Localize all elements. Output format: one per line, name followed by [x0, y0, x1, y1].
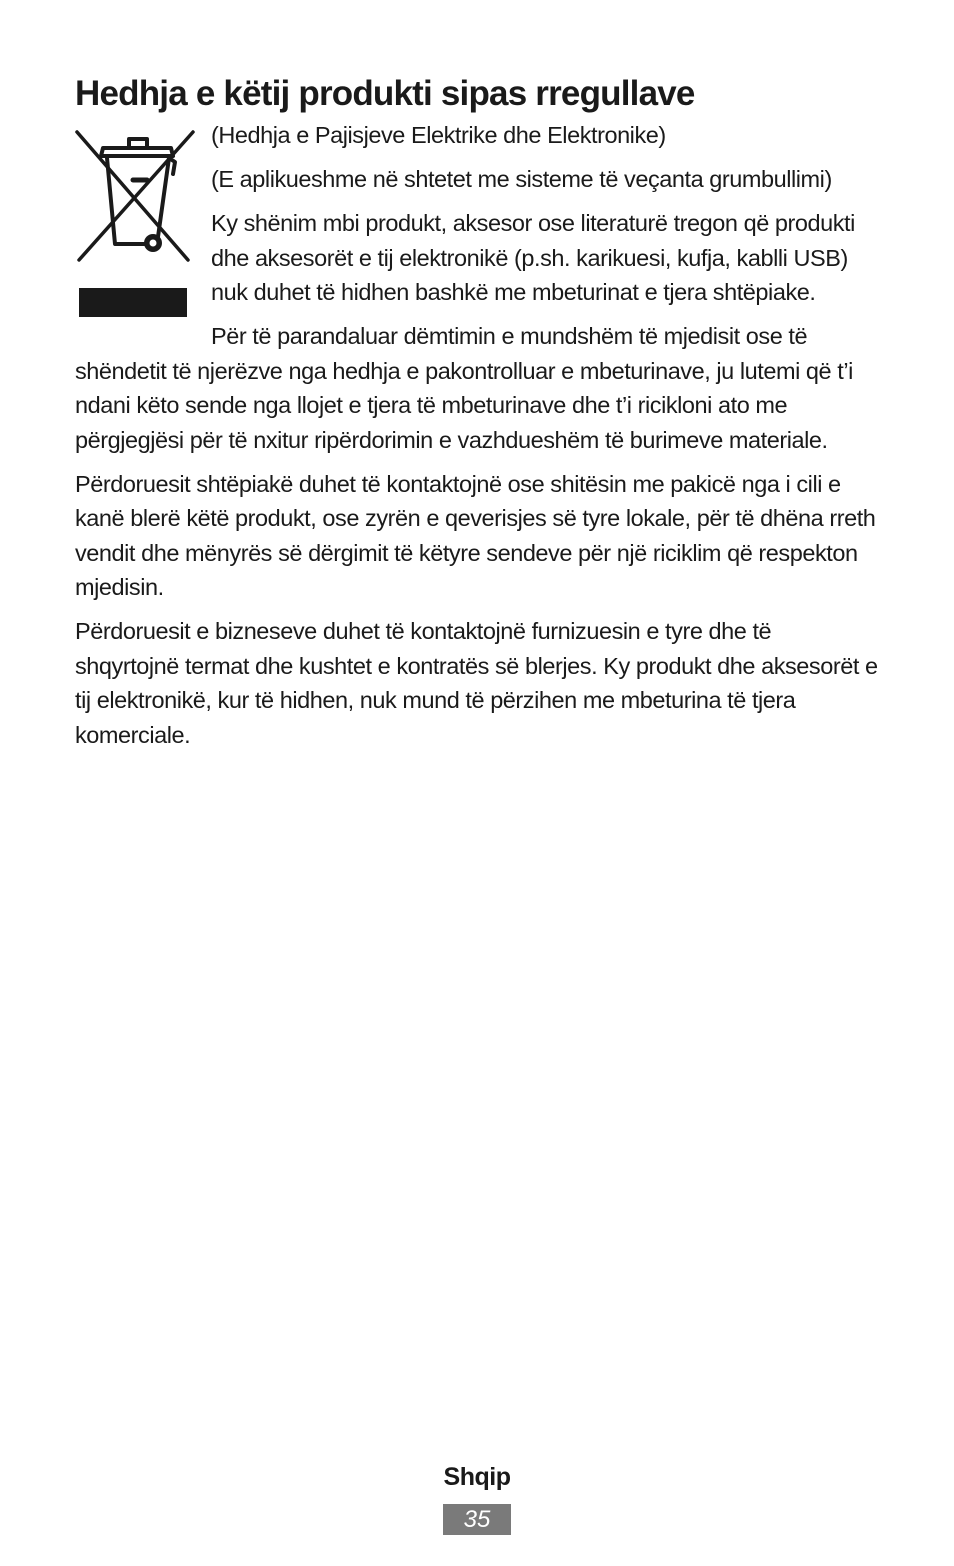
- paragraph-business-users: Përdoruesit e bizneseve duhet të kontaktojnë furnizuesin e tyre dhe të shqyrtojnë termat dhe kushtet e kontratës së blerjes. Ky produkt dhe aksesorët e tij elektronikë, kur të hidhen, nuk mund të përzihen me mbeturina të tjera komerciale.: [75, 618, 878, 748]
- crossed-out-wheelie-bin-icon: [75, 122, 210, 322]
- document-body: [75, 118, 880, 762]
- page-title: Hedhja e këtij produkti sipas rregullave: [75, 74, 695, 113]
- page-number-badge: 35: [443, 1504, 511, 1535]
- footer-language-label: Shqip: [443, 1463, 511, 1491]
- paragraph-prevention: Për të parandaluar dëmtimin e mundshëm të mjedisit ose të shëndetit të njerëzve nga hedhja e pakontrolluar e mbeturinave, ju lutemi që t’i ndani këto sende nga llojet e tjera të mbeturinave dhe t’i ricikloni ato me përgjegjësi për të nxitur ripërdorimin e vazhdueshëm të burimeve materiale.: [75, 323, 853, 453]
- paragraph-marking: Ky shënim mbi produkt, aksesor ose literaturë tregon që produkti dhe aksesorët e tij elektronikë (p.sh. karikuesi, kufja, kablli USB) nuk duhet të hidhen bashkë me mbeturinat e tjera shtëpiake.: [211, 210, 855, 305]
- paragraph-weee-title: (Hedhja e Pajisjeve Elektrike dhe Elektronike): [211, 122, 666, 148]
- paragraph-applicability: (E aplikueshme në shtetet me sisteme të veçanta grumbullimi): [211, 166, 832, 192]
- paragraph-household-users: Përdoruesit shtëpiakë duhet të kontaktojnë ose shitësin me pakicë nga i cili e kanë blerë këtë produkt, ose zyrën e qeverisjes së tyre lokale, për të dhëna rreth vendit dhe mënyrës së dërgimit të këtyre sendeve për një riciklim që respekton mjedisin.: [75, 470, 876, 600]
